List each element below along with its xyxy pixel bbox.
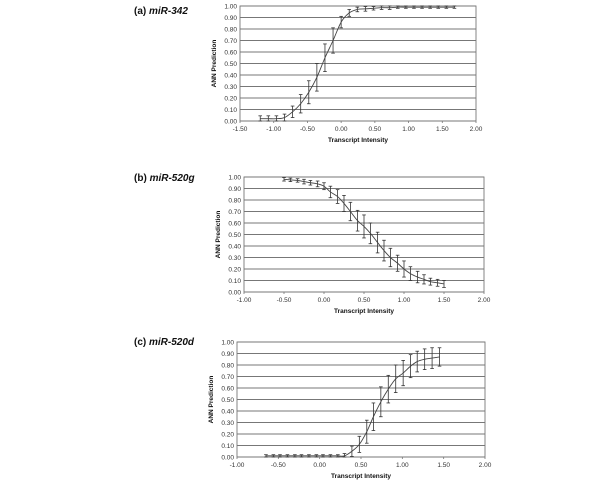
x-axis-title: Transcript Intensity	[334, 308, 394, 315]
y-tick-label: 0.30	[221, 419, 234, 427]
y-tick-label: 0.20	[224, 95, 237, 103]
x-tick-label: 1.00	[396, 462, 409, 469]
panel-label-b: (b)	[134, 173, 147, 184]
y-tick-label: 0.70	[228, 208, 241, 216]
x-tick-label: 1.50	[437, 297, 451, 304]
panel-gene-b: miR-520g	[149, 173, 195, 184]
y-tick-label: 0.90	[221, 350, 234, 358]
y-axis-title: ANN Prediction	[215, 210, 222, 259]
x-tick-label: -1.00	[266, 126, 282, 133]
x-tick-label: -0.50	[270, 462, 286, 469]
x-tick-label: 0.50	[354, 462, 368, 469]
y-tick-label: 1.00	[224, 3, 237, 11]
x-tick-label: 0.00	[317, 297, 331, 304]
y-tick-label: 0.50	[221, 396, 234, 404]
y-tick-label: 0.70	[224, 37, 237, 45]
y-axis-title: ANN Prediction	[208, 375, 215, 424]
x-tick-label: 2.00	[478, 462, 492, 469]
y-tick-label: 1.00	[228, 174, 241, 182]
y-tick-label: 0.60	[221, 385, 234, 393]
y-tick-label: 0.70	[221, 373, 234, 381]
y-tick-label: 0.20	[228, 266, 241, 274]
x-tick-label: -1.50	[232, 126, 248, 133]
x-tick-label: 0.00	[334, 126, 348, 133]
y-tick-label: 0.90	[224, 14, 237, 22]
y-tick-label: 0.80	[221, 362, 234, 370]
x-tick-label: 1.50	[435, 126, 449, 133]
y-tick-label: 0.40	[228, 243, 241, 251]
x-tick-label: 0.00	[313, 462, 326, 469]
y-tick-label: 0.80	[228, 197, 241, 205]
chart-a	[211, 3, 483, 144]
x-tick-label: 2.00	[469, 126, 483, 133]
y-tick-label: 0.60	[228, 220, 241, 228]
chart-c	[208, 339, 492, 480]
y-tick-label: 0.20	[221, 431, 234, 439]
y-tick-label: 0.10	[224, 106, 237, 114]
y-tick-label: 0.50	[224, 60, 237, 68]
y-tick-label: 0.40	[224, 72, 237, 80]
x-tick-label: 2.00	[477, 297, 491, 304]
x-tick-label: 1.00	[402, 126, 415, 133]
panel-label-a: (a)	[134, 6, 147, 17]
panel-label-c: (c)	[134, 337, 147, 348]
chart-b	[215, 174, 491, 315]
panel-gene-c: miR-520d	[149, 337, 195, 348]
x-axis-title: Transcript Intensity	[331, 473, 391, 480]
y-tick-label: 0.30	[224, 83, 237, 91]
y-tick-label: 0.10	[228, 277, 241, 285]
y-axis-title: ANN Prediction	[211, 39, 218, 88]
y-tick-label: 0.00	[221, 454, 234, 462]
x-tick-label: -0.50	[276, 297, 292, 304]
x-tick-label: 1.00	[397, 297, 411, 304]
y-tick-label: 0.30	[228, 254, 241, 262]
x-tick-label: 1.50	[437, 462, 450, 469]
y-tick-label: 0.60	[224, 49, 237, 57]
y-tick-label: 0.50	[228, 231, 241, 239]
series-line	[260, 7, 454, 119]
y-tick-label: 0.90	[228, 185, 241, 193]
y-tick-label: 0.00	[224, 118, 237, 126]
y-tick-label: 0.80	[224, 26, 237, 34]
x-tick-label: -1.00	[229, 462, 245, 469]
y-tick-label: 0.40	[221, 408, 234, 416]
x-axis-title: Transcript Intensity	[328, 137, 388, 144]
x-tick-label: -0.50	[300, 126, 315, 133]
y-tick-label: 0.10	[221, 442, 234, 450]
panel-gene-a: miR-342	[149, 6, 188, 17]
x-tick-label: 0.50	[357, 297, 371, 304]
series-line	[266, 357, 440, 456]
x-tick-label: -1.00	[236, 297, 252, 304]
y-tick-label: 0.00	[228, 289, 241, 297]
x-tick-label: 0.50	[368, 126, 382, 133]
y-tick-label: 1.00	[221, 339, 234, 347]
